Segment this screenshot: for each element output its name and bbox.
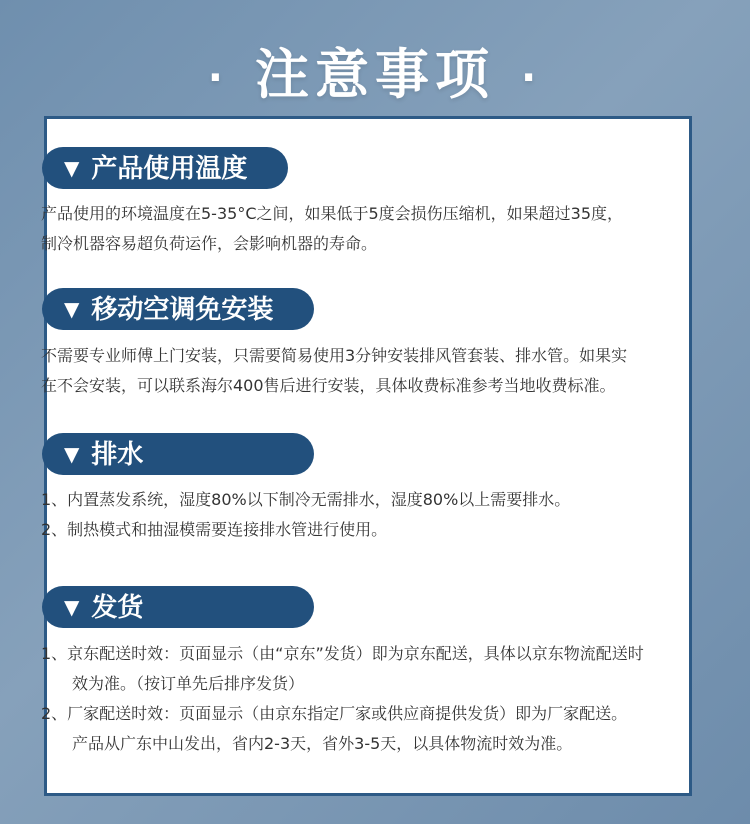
section-body <box>41 199 701 259</box>
triangle-down-icon: ▼ <box>64 442 80 466</box>
body-line: 效为准。（按订单先后排序发货） <box>72 674 305 693</box>
notice-card <box>41 116 692 796</box>
body-line: 制冷机器容易超负荷运作，会影响机器的寿命。 <box>41 234 378 253</box>
triangle-down-icon: ▼ <box>64 156 80 180</box>
body-line: 产品从广东中山发出，省内2-3天，省外3-5天，以具体物流时效为准。 <box>72 734 573 753</box>
triangle-down-icon: ▼ <box>64 595 80 619</box>
body-line: 在不会安装，可以联系海尔400售后进行安装，具体收费标准参考当地收费标准。 <box>41 376 616 395</box>
section-heading-pill <box>42 433 314 475</box>
body-line: 1、内置蒸发系统，湿度80%以下制冷无需排水，湿度80%以上需要排水。 <box>41 490 571 509</box>
section-body <box>41 485 701 545</box>
body-line: 1、京东配送时效：页面显示（由“京东”发货）即为京东配送，具体以京东物流配送时 <box>41 644 644 663</box>
triangle-down-icon: ▼ <box>64 297 80 321</box>
section-heading: 移动空调免安装 <box>91 295 274 325</box>
section-heading: 产品使用温度 <box>91 154 248 184</box>
body-line: 不需要专业师傅上门安装，只需要简易使用3分钟安装排风管套装、排水管。如果实 <box>41 346 628 365</box>
section-body <box>41 341 701 401</box>
title-text: 注意事项 <box>255 43 495 106</box>
title-left-dot: · <box>207 55 229 102</box>
section-body <box>41 639 701 759</box>
section-heading-pill <box>42 288 314 330</box>
body-line: 2、制热模式和抽湿模需要连接排水管进行使用。 <box>41 520 388 539</box>
body-line: 2、厂家配送时效：页面显示（由京东指定厂家或供应商提供发货）即为厂家配送。 <box>41 704 628 723</box>
section-heading-pill <box>42 147 288 189</box>
section-heading: 发货 <box>91 593 144 623</box>
section-heading-pill <box>42 586 314 628</box>
body-line: 产品使用的环境温度在5-35°C之间，如果低于5度会损伤压缩机，如果超过35度， <box>41 204 624 223</box>
page-title <box>0 40 750 113</box>
title-right-dot: · <box>521 55 543 102</box>
section-heading: 排水 <box>91 440 144 470</box>
